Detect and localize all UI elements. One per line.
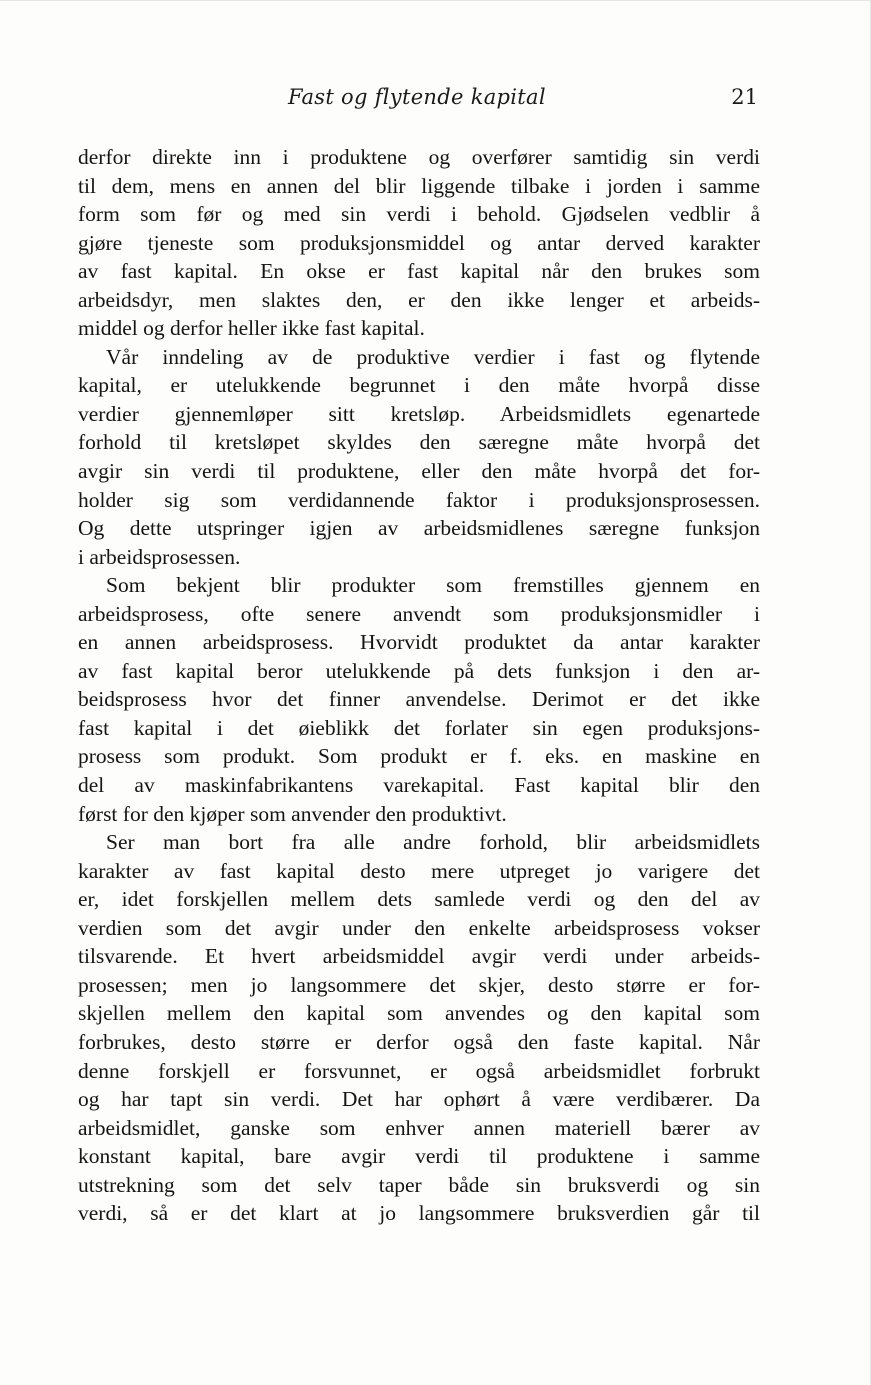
text-line: avgir sin verdi til produktene, eller den måte hvorpå det for-	[78, 459, 760, 484]
text-line: prosessen; men jo langsommere det skjer, desto større er for-	[78, 972, 760, 997]
text-line: konstant kapital, bare avgir verdi til produktene i samme	[78, 1144, 760, 1169]
page-number: 21	[731, 85, 758, 109]
text-line: verdien som det avgir under den enkelte arbeidsprosess vokser	[78, 915, 760, 940]
text-line: til dem, mens en annen del blir liggende tilbake i jorden i samme	[78, 173, 760, 198]
page-header	[78, 85, 758, 117]
text-line: tilsvarende. Et hvert arbeidsmiddel avgir verdi under arbeids-	[78, 944, 760, 969]
text-line: skjellen mellem den kapital som anvendes og den kapital som	[78, 1001, 760, 1026]
text-line: arbeidsdyr, men slaktes den, er den ikke lenger et arbeids-	[78, 287, 760, 312]
text-line: verdi, så er det klart at jo langsommere bruksverdien går til	[78, 1201, 760, 1226]
text-line: kapital, er utelukkende begrunnet i den måte hvorpå disse	[78, 373, 760, 398]
text-line: prosess som produkt. Som produkt er f. eks. en maskine en	[78, 744, 760, 769]
text-line: i arbeidsprosessen.	[78, 544, 241, 569]
text-line: middel og derfor heller ikke fast kapital.	[78, 316, 425, 341]
text-line: forbrukes, desto større er derfor også den faste kapital. Når	[78, 1029, 760, 1054]
text-line: av fast kapital beror utelukkende på dets funksjon i den ar-	[78, 658, 760, 683]
text-line: beidsprosess hvor det finner anvendelse. Derimot er det ikke	[78, 687, 760, 712]
running-title: Fast og flytende kapital	[288, 85, 546, 109]
text-line: forhold til kretsløpet skyldes den særegne måte hvorpå det	[78, 430, 760, 455]
text-line: fast kapital i det øieblikk det forlater sin egen produksjons-	[78, 715, 760, 740]
text-line: form som før og med sin verdi i behold. Gjødselen vedblir å	[78, 202, 760, 227]
text-line: Og dette utspringer igjen av arbeidsmidlenes særegne funksjon	[78, 516, 760, 541]
text-line: arbeidsprosess, ofte senere anvendt som produksjonsmidler i	[78, 601, 760, 626]
text-line: del av maskinfabrikantens varekapital. Fast kapital blir den	[78, 773, 760, 798]
text-line: karakter av fast kapital desto mere utpreget jo varigere det	[78, 858, 760, 883]
text-line: verdier gjennemløper sitt kretsløp. Arbeidsmidlets egenartede	[78, 401, 760, 426]
text-line: arbeidsmidlet, ganske som enhver annen materiell bærer av	[78, 1115, 760, 1140]
text-line: Vår inndeling av de produktive verdier i fast og flytende	[106, 344, 760, 369]
body-text	[78, 143, 760, 1228]
text-line: utstrekning som det selv taper både sin bruksverdi og sin	[78, 1172, 760, 1197]
text-line: av fast kapital. En okse er fast kapital når den brukes som	[78, 259, 760, 284]
text-line: er, idet forskjellen mellem dets samlede verdi og den del av	[78, 887, 760, 912]
text-line: derfor direkte inn i produktene og overfører samtidig sin verdi	[78, 145, 760, 169]
text-line: en annen arbeidsprosess. Hvorvidt produktet da antar karakter	[78, 630, 760, 655]
text-line: og har tapt sin verdi. Det har ophørt å være verdibærer. Da	[78, 1087, 760, 1112]
text-line: først for den kjøper som anvender den produktivt.	[78, 801, 507, 826]
text-line: denne forskjell er forsvunnet, er også arbeidsmidlet forbrukt	[78, 1058, 760, 1083]
text-line: holder sig som verdidannende faktor i produksjonsprosessen.	[78, 487, 760, 512]
text-line: Som bekjent blir produkter som fremstilles gjennem en	[106, 573, 760, 598]
text-line: gjøre tjeneste som produksjonsmiddel og antar derved karakter	[78, 230, 760, 255]
text-line: Ser man bort fra alle andre forhold, blir arbeidsmidlets	[106, 830, 760, 855]
